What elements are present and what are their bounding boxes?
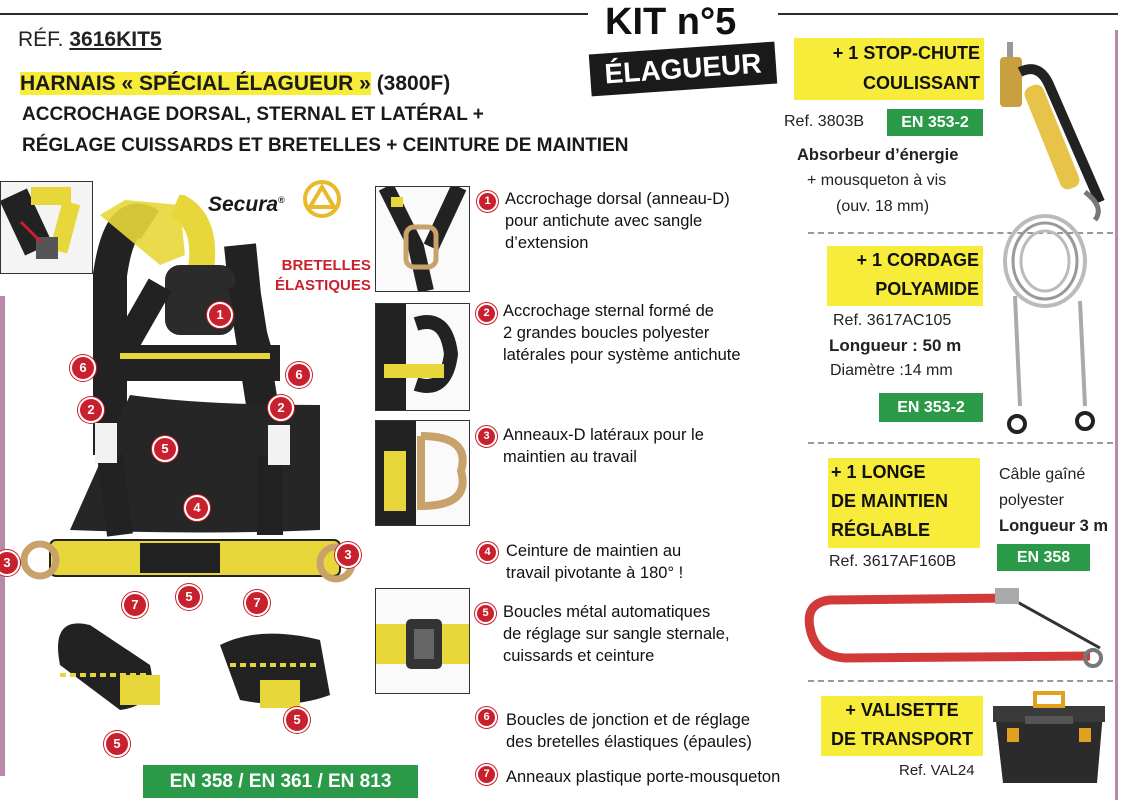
product-code: (3800F) (376, 72, 451, 95)
product-feature-line-2: RÉGLAGE CUISSARDS ET BRETELLES + CEINTURE DE MAINTIEN (22, 135, 629, 156)
cordage-title (827, 246, 983, 306)
feature-5-line-1: Boucles métal automatiques (503, 603, 711, 621)
callout-1: 1 (207, 302, 233, 328)
callout-2-right: 2 (268, 395, 294, 421)
feature-5-line-2: de réglage sur sangle sternale, (503, 625, 730, 643)
longe-ref: Ref. 3617AF160B (829, 553, 957, 570)
feature-3-badge: 3 (476, 426, 497, 447)
divider-2 (808, 442, 1113, 444)
brand-name: Secura (208, 193, 279, 216)
feature-1-line-3: d’extension (505, 234, 589, 252)
feature-1-text (505, 188, 730, 254)
kit-title: KIT n°5 (605, 1, 737, 43)
longe-length: Longueur 3 m (999, 517, 1109, 535)
detail-photo-dorsal (375, 186, 470, 292)
detail-photo-lateral-ring (375, 420, 470, 526)
kit-subtitle-badge: ÉLAGUEUR (589, 42, 777, 97)
longe-title-line-1: + 1 LONGE (831, 462, 926, 482)
feature-5-line-3: cuissards et ceinture (503, 647, 655, 665)
stopchute-desc-1: + mousqueton à vis (807, 172, 947, 189)
callout-7-right: 7 (244, 590, 270, 616)
longe-title-line-3: RÉGLABLE (831, 520, 930, 540)
feature-4-line-2: travail pivotante à 180° ! (506, 564, 684, 582)
feature-6-badge: 6 (476, 707, 497, 728)
feature-4-badge: 4 (477, 542, 498, 563)
reference (18, 28, 162, 52)
brand-registered-mark: ® (278, 195, 285, 205)
cordage-image (985, 206, 1113, 441)
toolbox-image (985, 688, 1113, 788)
feature-7-badge: 7 (476, 764, 497, 785)
cordage-norm-badge: EN 353-2 (879, 393, 983, 422)
valisette-ref: Ref. VAL24 (899, 762, 975, 779)
harness-norms-badge: EN 358 / EN 361 / EN 813 (143, 765, 418, 798)
feature-5-text (503, 601, 730, 667)
product-name: HARNAIS « SPÉCIAL ÉLAGUEUR » (20, 72, 371, 95)
callout-5-chest: 5 (152, 436, 178, 462)
detail-photo-sternal (375, 303, 470, 411)
header-rule-right (778, 13, 1118, 15)
feature-5-badge: 5 (475, 603, 496, 624)
stopchute-norm-badge: EN 353-2 (887, 109, 983, 136)
callout-6-left: 6 (70, 355, 96, 381)
longe-norm-badge: EN 358 (997, 544, 1090, 571)
feature-2-line-2: 2 grandes boucles polyester (503, 324, 710, 342)
longe-title (828, 458, 980, 548)
feature-3-line-1: Anneaux-D latéraux pour le (503, 426, 704, 444)
feature-6-line-1: Boucles de jonction et de réglage (506, 711, 751, 729)
stopchute-title-line-2: COULISSANT (863, 73, 980, 93)
feature-4-text (506, 540, 683, 584)
cordage-length: Longueur : 50 m (829, 336, 962, 355)
callout-4: 4 (184, 495, 210, 521)
cordage-title-line-1: + 1 CORDAGE (856, 250, 979, 270)
cordage-title-line-2: POLYAMIDE (875, 279, 979, 299)
callout-6-right: 6 (286, 362, 312, 388)
reference-code: 3616KIT5 (69, 28, 162, 51)
longe-desc-1: Câble gaîné (999, 466, 1086, 483)
stopchute-ref: Ref. 3803B (784, 113, 865, 130)
cordage-diameter: Diamètre :14 mm (830, 362, 953, 379)
valisette-title-line-1: + VALISETTE (845, 700, 959, 720)
callout-5-belt: 5 (176, 584, 202, 610)
feature-1-line-1: Accrochage dorsal (anneau-D) (505, 190, 730, 208)
header-rule-left (0, 13, 588, 15)
bretelles-label (275, 256, 371, 296)
callout-3-right: 3 (335, 542, 361, 568)
callout-7-left: 7 (122, 592, 148, 618)
stopchute-image (990, 32, 1116, 222)
stopchute-title (794, 38, 984, 100)
stopchute-desc-2: (ouv. 18 mm) (836, 198, 930, 215)
feature-1-badge: 1 (477, 191, 498, 212)
feature-4-line-1: Ceinture de maintien au (506, 542, 682, 560)
feature-7-line-1: Anneaux plastique porte-mousqueton (506, 768, 781, 786)
feature-2-text (503, 300, 741, 366)
feature-2-line-3: latérales pour système antichute (503, 346, 741, 364)
feature-6-text (506, 709, 752, 753)
longe-desc-2: polyester (999, 492, 1064, 509)
valisette-title (821, 696, 983, 756)
detail-photo-buckle (375, 588, 470, 694)
callout-5-right-leg: 5 (284, 707, 310, 733)
feature-2-line-1: Accrochage sternal formé de (503, 302, 714, 320)
reference-prefix: RÉF. (18, 28, 64, 51)
feature-6-line-2: des bretelles élastiques (épaules) (506, 733, 752, 751)
divider-3 (808, 680, 1113, 682)
feature-3-text (503, 424, 704, 468)
bretelles-label-line-1: BRETELLES (281, 257, 371, 274)
callout-2-left: 2 (78, 397, 104, 423)
callout-5-left-leg: 5 (104, 731, 130, 757)
stopchute-desc-bold: Absorbeur d’énergie (797, 146, 959, 164)
bretelles-label-line-2: ÉLASTIQUES (275, 277, 371, 294)
feature-2-badge: 2 (476, 303, 497, 324)
longe-title-line-2: DE MAINTIEN (831, 491, 948, 511)
cordage-ref: Ref. 3617AC105 (833, 312, 952, 329)
longe-image (800, 578, 1115, 678)
feature-3-line-2: maintien au travail (503, 448, 637, 466)
valisette-title-line-2: DE TRANSPORT (830, 729, 973, 749)
stopchute-title-line-1: + 1 STOP-CHUTE (832, 43, 980, 63)
product-title (20, 70, 450, 98)
callout-3-left: 3 (0, 550, 20, 576)
feature-7-text (506, 766, 780, 788)
feature-1-line-2: pour antichute avec sangle (505, 212, 703, 230)
product-feature-line-1: ACCROCHAGE DORSAL, STERNAL ET LATÉRAL + (22, 104, 484, 125)
